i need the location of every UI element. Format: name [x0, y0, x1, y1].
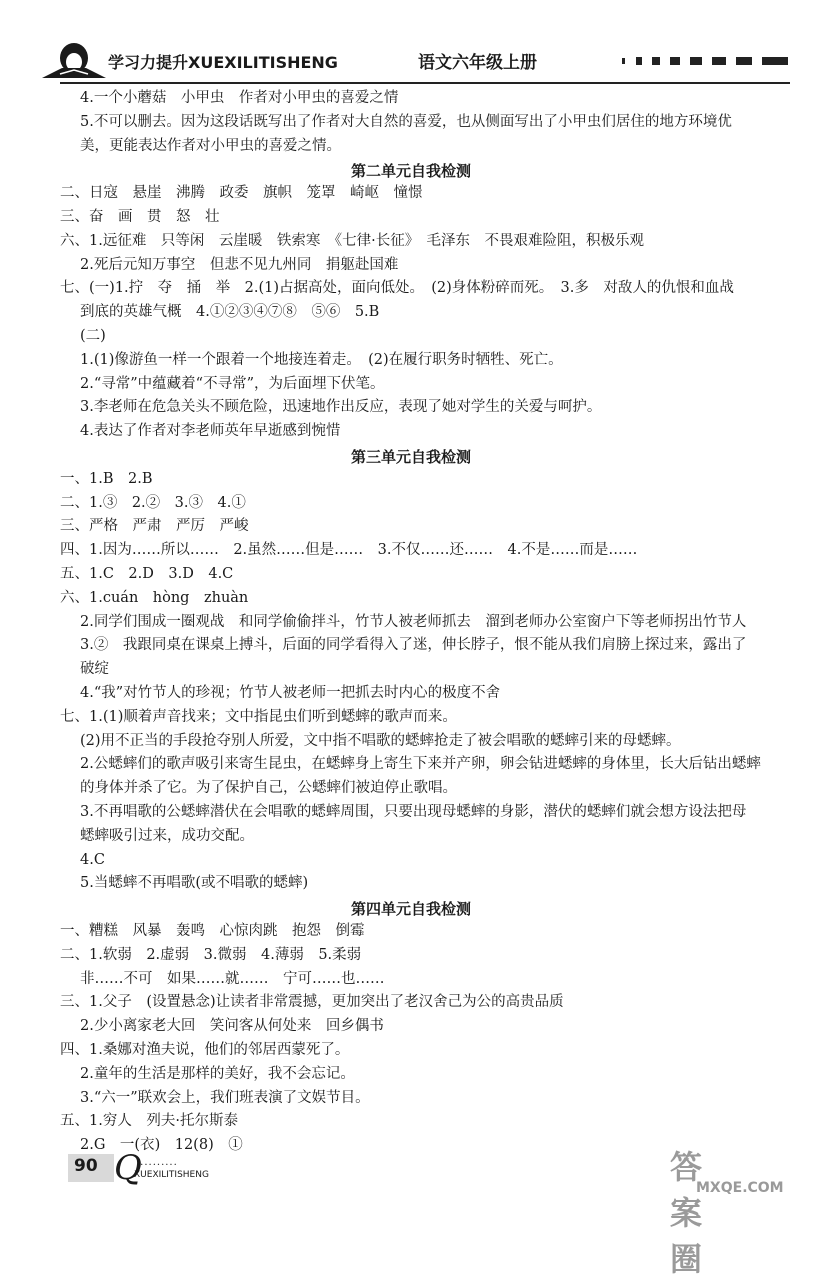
- section-heading: 第四单元自我检测: [350, 900, 471, 919]
- page-footer: [0, 1140, 822, 1278]
- answer-line: 4.C: [80, 851, 105, 868]
- answer-line: 七、1.(1)顺着声音找来；文中指昆虫们听到蟋蟀的歌声而来。: [60, 708, 457, 725]
- answer-line: 的身体并杀了它。为了保护自己，公蟋蟀们被迫停止歌唱。: [80, 780, 457, 797]
- page-number: 90: [74, 1156, 98, 1176]
- footer-logo-dots: ..........: [136, 1157, 178, 1168]
- answer-line: 一、1.B 2.B: [60, 470, 153, 487]
- answer-line: 蟋蟀吸引过来，成功交配。: [80, 827, 254, 844]
- watermark-url: MXQE.COM: [696, 1180, 784, 1196]
- answer-line: 二、日寇 悬崖 沸腾 政委 旗帜 笼罩 崎岖 憧憬: [60, 185, 423, 202]
- answer-line: 2.“寻常”中蕴藏着“不寻常”，为后面埋下伏笔。: [80, 375, 385, 392]
- header-dash-decoration: [622, 55, 790, 67]
- book-title: 语文六年级上册: [418, 53, 537, 73]
- answer-line: 4.一个小蘑菇 小甲虫 作者对小甲虫的喜爱之情: [80, 90, 399, 106]
- answer-line: 5.当蟋蟀不再唱歌(或不唱歌的蟋蟀): [80, 875, 309, 892]
- answer-line: 一、糟糕 风暴 轰鸣 心惊肉跳 抱怨 倒霉: [60, 923, 365, 939]
- answer-line: 2.童年的生活是那样的美好，我不会忘记。: [80, 1065, 355, 1082]
- answer-line: 3.② 我跟同桌在课桌上搏斗，后面的同学看得入了迷，伸长脖子，恨不能从我们肩膀上探过来，露出了: [80, 637, 747, 654]
- answer-line: 3.李老师在危急关头不顾危险，迅速地作出反应，表现了她对学生的关爱与呵护。: [80, 399, 602, 416]
- answer-line: 4.表达了作者对李老师英年早逝感到惋惜: [80, 423, 341, 440]
- answer-line: 美，更能表达作者对小甲虫的喜爱之情。: [80, 137, 341, 154]
- footer-logo-letter: Q: [114, 1148, 142, 1188]
- answer-line: 3.“六一”联欢会上，我们班表演了文娱节目。: [80, 1089, 370, 1106]
- answer-line: 三、奋 画 贯 怒 壮: [60, 209, 220, 225]
- answer-line: 2.G 一(衣) 12(8) ①: [80, 1137, 243, 1154]
- answer-line: 三、严格 严肃 严厉 严峻: [60, 518, 249, 535]
- answer-line: 五、1.穷人 列夫·托尔斯泰: [60, 1113, 238, 1130]
- footer-logo-text: XUEXILITISHENG: [134, 1170, 209, 1180]
- answer-content: [0, 86, 822, 1154]
- answer-line: 2.死后元知万事空 但悲不见九州同 捐躯赴国难: [80, 256, 399, 273]
- answer-line: 非……不可 如果……就…… 宁可……也……: [80, 970, 385, 987]
- answer-line: 1.(1)像游鱼一样一个跟着一个地接连着走。 (2)在履行职务时牺牲、死亡。: [80, 351, 563, 368]
- answer-line: (2)用不正当的手段抢夺别人所爱，文中指不唱歌的蟋蟀抢走了被会唱歌的蟋蟀引来的母蟋蟀。: [80, 732, 681, 749]
- watermark-text: 答案圈: [670, 1148, 705, 1278]
- section-heading: 第二单元自我检测: [350, 162, 471, 181]
- answer-line: 4.“我”对竹节人的珍视；竹节人被老师一把抓去时内心的极度不舍: [80, 685, 501, 701]
- answer-line: 六、1.cuán hòng zhuàn: [60, 589, 249, 606]
- answer-line: 四、1.因为……所以…… 2.虽然……但是…… 3.不仅……还…… 4.不是……而是……: [60, 542, 638, 559]
- answer-line: 到底的英雄气概 4.①②③④⑦⑧ ⑤⑥ 5.B: [80, 304, 380, 321]
- answer-line: 2.少小离家老大回 笑问客从何处来 回乡偶书: [80, 1018, 384, 1035]
- answer-line: 二、1.软弱 2.虚弱 3.微弱 4.薄弱 5.柔弱: [60, 946, 362, 963]
- answer-line: 2.同学们围成一圈观战 和同学偷偷拌斗，竹节人被老师抓去 溜到老师办公室窗户下等老师拐出竹节人: [80, 613, 747, 630]
- answer-line: 三、1.父子 (设置悬念)让读者非常震撼，更加突出了老汉舍己为公的高贵品质: [60, 994, 564, 1011]
- answer-line: 四、1.桑娜对渔夫说，他们的邻居西蒙死了。: [60, 1042, 350, 1058]
- answer-line: 七、(一)1.拧 夺 捅 举 2.(1)占据高处，面向低处。 (2)身体粉碎而死。 3.多 对敌人的仇恨和血战: [60, 280, 734, 297]
- brand-title: 学习力提升XUEXILITISHENG: [108, 53, 338, 72]
- answer-line: 五、1.C 2.D 3.D 4.C: [60, 566, 234, 582]
- answer-line: 六、1.远征难 只等闲 云崖暖 铁索寒 《七律·长征》 毛泽东 不畏艰难险阻，积极乐观: [60, 232, 644, 249]
- student-logo-icon: [40, 38, 108, 80]
- section-heading: 第三单元自我检测: [350, 448, 471, 466]
- answer-line: (二): [80, 328, 106, 344]
- answer-line: 3.不再唱歌的公蟋蟀潜伏在会唱歌的蟋蟀周围，只要出现母蟋蟀的身影，潜伏的蟋蟀们就会想方设法把母: [80, 804, 747, 820]
- answer-line: 5.不可以删去。因为这段话既写出了作者对大自然的喜爱，也从侧面写出了小甲虫们居住的地方环境优: [80, 113, 732, 130]
- page-header: [0, 0, 822, 86]
- header-rule: [60, 82, 790, 84]
- answer-line: 2.公蟋蟀们的歌声吸引来寄生昆虫，在蟋蟀身上寄生下来并产卵，卵会钻进蟋蟀的身体里，长大后钻出蟋蟀: [80, 756, 761, 773]
- answer-line: 破绽: [80, 661, 109, 678]
- answer-line: 二、1.③ 2.② 3.③ 4.①: [60, 494, 246, 511]
